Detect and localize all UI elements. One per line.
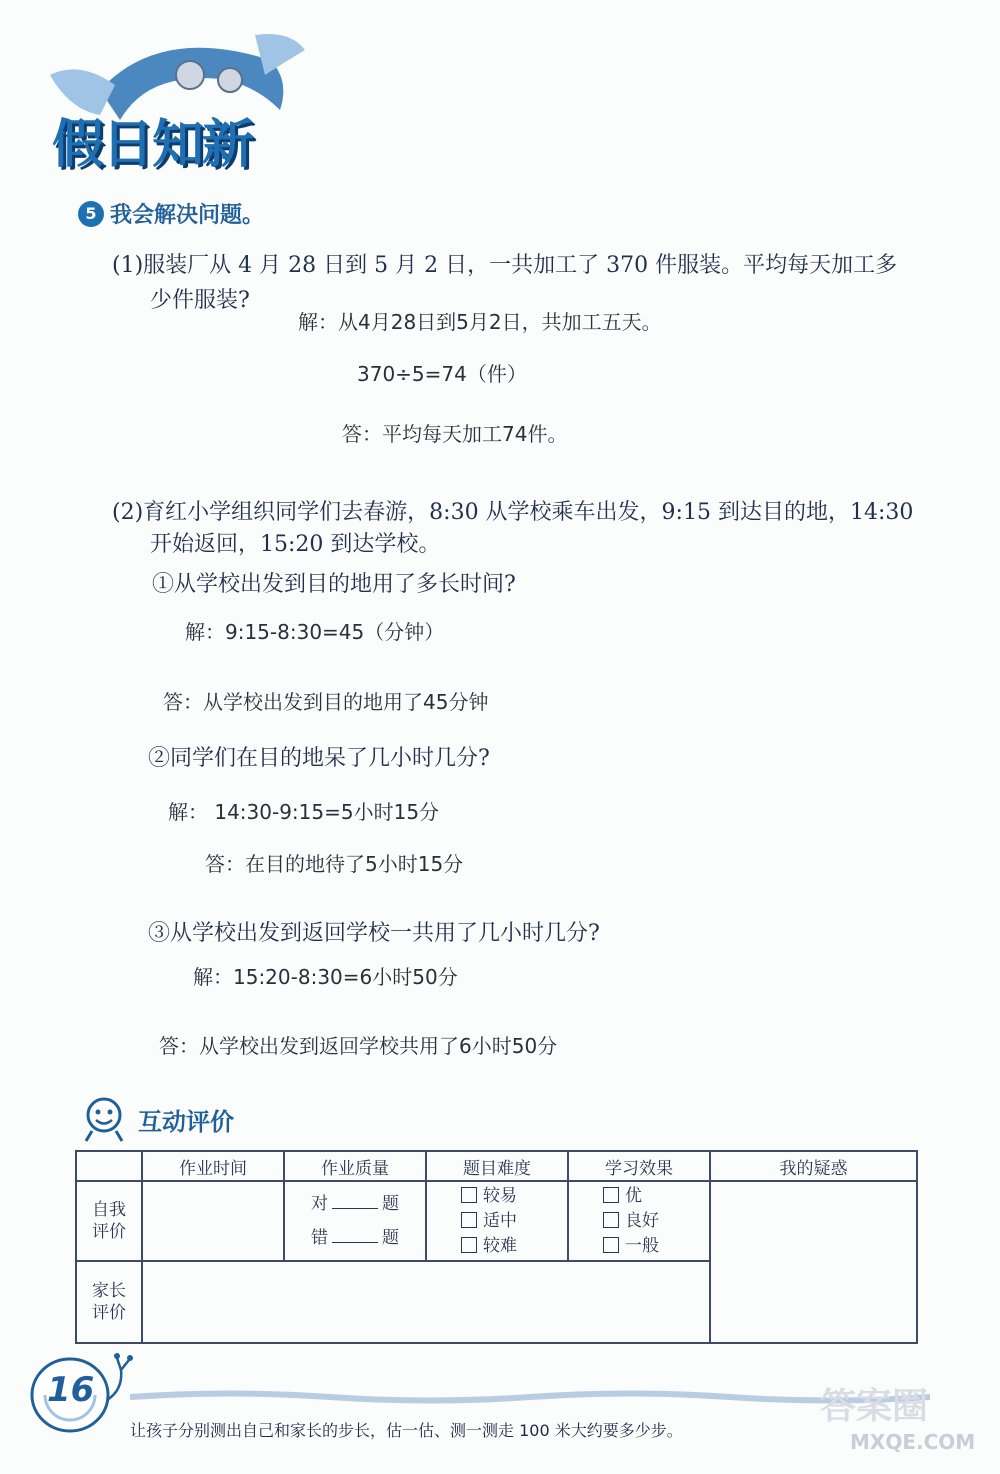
homework-time-input-cell[interactable] [142, 1181, 284, 1261]
correct-label: 对 [311, 1194, 328, 1214]
doubts-input-cell[interactable] [710, 1181, 917, 1343]
page-number-snail [25, 1340, 135, 1440]
table-corner-cell [76, 1151, 142, 1181]
table-header-row [76, 1151, 917, 1181]
row-label-parent: 家长评价 [76, 1261, 142, 1343]
difficulty-option-easy[interactable]: 较易 [427, 1184, 567, 1209]
wrong-label: 错 [311, 1228, 328, 1248]
watermark-url: MXQE.COM [850, 1430, 976, 1454]
problem2-question-line1: (2)育红小学组织同学们去春游，8:30 从学校乘车出发，9:15 到达目的地，14:30 [112, 500, 914, 525]
effect-option-excellent[interactable]: 优 [569, 1184, 709, 1209]
watermark-logo: 答案圈 [820, 1386, 929, 1427]
parent-comment-input-cell[interactable] [142, 1261, 710, 1343]
evaluation-title [78, 1095, 234, 1143]
header-difficulty: 题目难度 [426, 1151, 568, 1181]
page-number: 16 [47, 1370, 95, 1410]
difficulty-cell [426, 1181, 568, 1261]
sub1-question: ①从学校出发到目的地用了多长时间? [152, 572, 516, 597]
problem1-question-line1: (1)服装厂从 4 月 28 日到 5 月 2 日，一共加工了 370 件服装。平均每天加工多 [112, 253, 898, 278]
difficulty-option-hard[interactable]: 较难 [427, 1234, 567, 1259]
correct-unit: 题 [382, 1194, 399, 1214]
effect-cell [568, 1181, 710, 1261]
difficulty-option-medium[interactable]: 适中 [427, 1209, 567, 1234]
header-learning-effect: 学习效果 [568, 1151, 710, 1181]
checkbox-icon[interactable] [461, 1237, 477, 1253]
wrong-unit: 题 [382, 1228, 399, 1248]
section-number-badge: 5 [78, 201, 104, 227]
sub1-solution: 解：9:15-8:30=45（分钟） [185, 620, 445, 644]
problem1-solution: 解：从4月28日到5月2日，共加工五天。 [298, 310, 662, 334]
sub2-answer: 答：在目的地待了5小时15分 [205, 852, 464, 876]
sub3-solution: 解：15:20-8:30=6小时50分 [193, 965, 458, 989]
quality-cell [284, 1181, 426, 1261]
section-title-text: 我会解决问题。 [110, 203, 265, 228]
smiling-mascot-icon [78, 1095, 130, 1143]
header-homework-quality: 作业质量 [284, 1151, 426, 1181]
sub1-answer: 答：从学校出发到目的地用了45分钟 [163, 690, 489, 714]
correct-blank[interactable] [332, 1208, 378, 1209]
self-eval-row [76, 1181, 917, 1261]
sub2-solution: 解： 14:30-9:15=5小时15分 [168, 800, 440, 824]
header-my-doubts: 我的疑惑 [710, 1151, 917, 1181]
section-title [78, 198, 264, 229]
sub3-answer: 答：从学校出发到返回学校共用了6小时50分 [159, 1034, 558, 1058]
problem1-answer: 答：平均每天加工74件。 [342, 422, 568, 446]
header-logo [40, 20, 310, 175]
checkbox-icon[interactable] [603, 1187, 619, 1203]
logo-text: 假日知新 [52, 115, 253, 175]
sub3-question: ③从学校出发到返回学校一共用了几小时几分? [148, 921, 600, 946]
checkbox-icon[interactable] [603, 1237, 619, 1253]
wrong-blank[interactable] [332, 1242, 378, 1243]
row-label-self: 自我评价 [76, 1181, 142, 1261]
decorative-wave-band [130, 1390, 930, 1404]
sub2-question: ②同学们在目的地呆了几小时几分? [148, 746, 490, 771]
correct-count-row [285, 1187, 425, 1221]
checkbox-icon[interactable] [461, 1212, 477, 1228]
evaluation-table [75, 1150, 918, 1344]
wrong-count-row [285, 1221, 425, 1255]
header-homework-time: 作业时间 [142, 1151, 284, 1181]
checkbox-icon[interactable] [603, 1212, 619, 1228]
footer-tip: 让孩子分别测出自己和家长的步长，估一估、测一测走 100 米大约要多少步。 [130, 1421, 683, 1440]
effect-option-good[interactable]: 良好 [569, 1209, 709, 1234]
effect-option-average[interactable]: 一般 [569, 1234, 709, 1259]
problem1-equation: 370÷5=74（件） [357, 362, 527, 386]
evaluation-title-text: 互动评价 [138, 1107, 234, 1136]
checkbox-icon[interactable] [461, 1187, 477, 1203]
problem2-question-line2: 开始返回，15:20 到达学校。 [150, 532, 441, 557]
problem1-question-line2: 少件服装? [150, 288, 250, 313]
